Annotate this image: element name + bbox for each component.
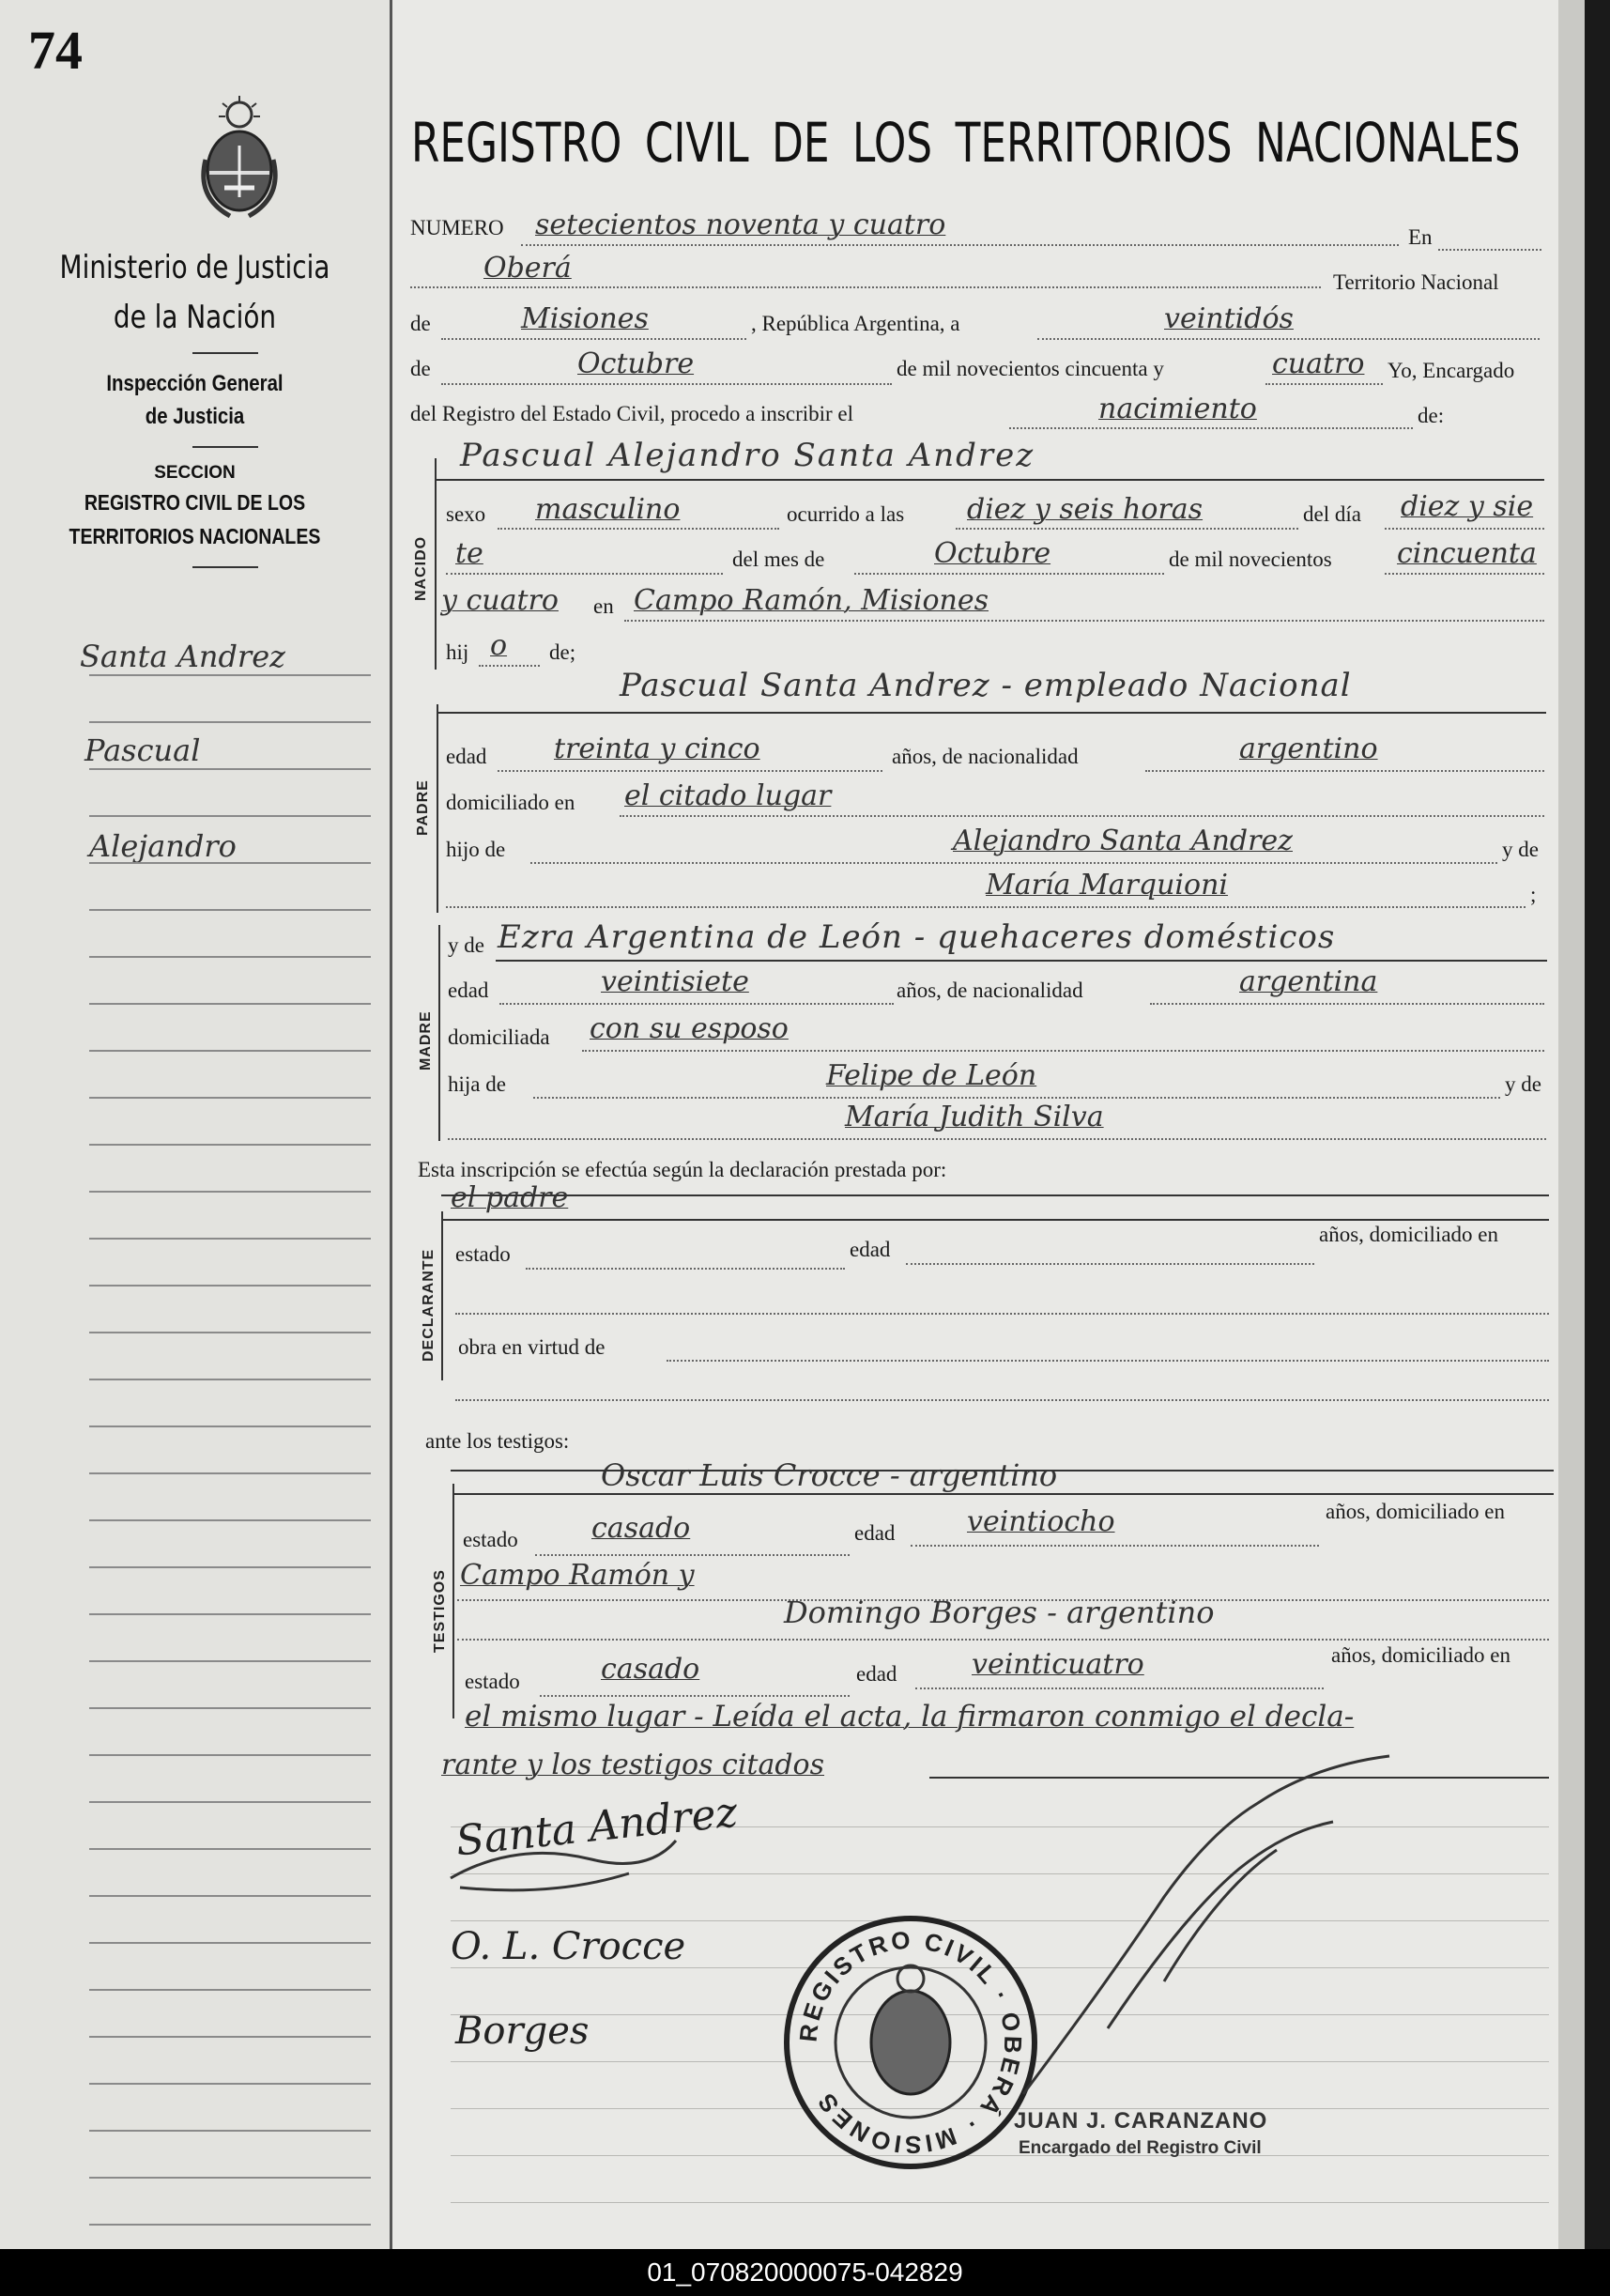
hijo-de-label: de; (549, 640, 576, 664)
sexo-label: sexo (446, 502, 486, 526)
act-value: nacimiento (1098, 393, 1257, 425)
hijo-label: hij (446, 640, 469, 664)
madre-domicilio-value: con su esposo (590, 1012, 789, 1045)
hijo-value: o (490, 629, 508, 662)
month-value: Octubre (577, 347, 695, 380)
sidebar-middle-name: Alejandro (89, 828, 237, 864)
obra-label: obra en virtud de (458, 1335, 606, 1359)
numero-value: setecientos noventa y cuatro (535, 208, 946, 241)
anio-value-2: y cuatro (441, 584, 559, 617)
en-label: En (1408, 225, 1433, 249)
declaracion-intro: Esta inscripción se efectúa según la declaración prestada por: (418, 1158, 947, 1181)
testigo2-edad-value: veinticuatro (972, 1648, 1144, 1681)
madre-mother-value: María Judith Silva (845, 1101, 1104, 1133)
padre-y-de: y de (1502, 838, 1539, 861)
testigo2-estado-label: estado (465, 1670, 520, 1693)
declarante-edad-label: edad (850, 1238, 891, 1261)
footer-code: 01_070820000075-042829 (0, 2249, 1610, 2296)
officer-name: JUAN J. CARANZANO (1014, 2108, 1268, 2134)
place-value: Oberá (483, 252, 572, 285)
sidebar-first-name: Pascual (84, 732, 201, 768)
territorio-label: Territorio Nacional (1333, 270, 1499, 294)
mes-label: del mes de (732, 547, 825, 571)
madre-side-label: MADRE (418, 1010, 434, 1071)
divider (192, 352, 258, 354)
ocurrido-label: ocurrido a las (787, 502, 905, 526)
closing-line-2: rante y los testigos citados (441, 1749, 825, 1781)
signature-testigo-2: Borges (455, 2010, 590, 2053)
testigo1-edad-label: edad (854, 1521, 896, 1545)
madre-nacionalidad-value: argentina (1239, 965, 1378, 998)
padre-semicolon: ; (1530, 883, 1537, 906)
madre-edad-value: veintisiete (601, 965, 749, 998)
padre-domicilio-label: domiciliado en (446, 791, 575, 814)
madre-edad-label: edad (448, 978, 489, 1002)
officer-title: Encargado del Registro Civil (1019, 2138, 1262, 2158)
inspection-line-2: de Justicia (145, 404, 245, 429)
numero-label: NUMERO (410, 216, 504, 239)
madre-y-de: y de (1505, 1072, 1541, 1096)
testigo1-edad-value: veintiocho (967, 1505, 1115, 1538)
lugar-value: Campo Ramón, Misiones (634, 584, 989, 617)
padre-father-value: Alejandro Santa Andrez (953, 824, 1293, 857)
testigo1-name: Oscar Luis Crocce - argentino (601, 1457, 1058, 1493)
padre-name: Pascual Santa Andrez - empleado Nacional (620, 667, 1352, 704)
declarante-estado-label: estado (455, 1242, 511, 1266)
encargado-text: Yo, Encargado (1388, 359, 1515, 382)
padre-edad-value: treinta y cinco (554, 732, 760, 765)
sexo-value: masculino (535, 493, 681, 526)
de-colon: de: (1418, 404, 1445, 427)
madre-anios-label: años, de nacionalidad (897, 978, 1083, 1002)
declarante-anios-dom-label: años, domiciliado en (1319, 1223, 1498, 1246)
testigo1-estado-value: casado (591, 1512, 691, 1545)
testigo1-dom-value: Campo Ramón y (460, 1559, 695, 1592)
de-label: de (410, 312, 431, 335)
registro-text: del Registro del Estado Civil, procedo a inscribir el (410, 402, 854, 425)
divider (192, 566, 258, 568)
padre-domicilio-value: el citado lugar (624, 779, 832, 812)
madre-father-value: Felipe de León (826, 1059, 1037, 1092)
madre-y-de-label: y de (448, 933, 484, 957)
page-number: 74 (28, 20, 83, 81)
section-label: SECCION (154, 463, 236, 483)
testigo1-anios-dom-label: años, domiciliado en (1326, 1500, 1505, 1523)
year-text: de mil novecientos cincuenta y (897, 357, 1164, 380)
anio-value-1: cincuenta (1397, 537, 1537, 570)
padre-hijo-de-label: hijo de (446, 838, 506, 861)
closing-line-1: el mismo lugar - Leída el acta, la firmaron conmigo el decla- (465, 1700, 1355, 1734)
signature-testigo-1: O. L. Crocce (451, 1925, 686, 1968)
signature-declarante: Santa Andrez (453, 1788, 740, 1866)
svg-text:REGISTRO CIVIL · OBERÁ · MISIO: REGISTRO CIVIL · OBERÁ · MISIONES (793, 1925, 1028, 2160)
divider (192, 446, 258, 448)
document-title: REGISTRO CIVIL DE LOS TERRITORIOS NACIONALES (411, 111, 1521, 175)
ministry-line-1: Ministerio de Justicia (59, 249, 330, 286)
dia-value-2: te (455, 537, 483, 570)
testigo1-estado-label: estado (463, 1528, 518, 1551)
testigo2-name: Domingo Borges - argentino (784, 1595, 1215, 1630)
testigos-side-label: TESTIGOS (432, 1569, 448, 1653)
dia-value-1: diez y sie (1401, 490, 1534, 523)
padre-edad-label: edad (446, 745, 487, 768)
nacido-side-label: NACIDO (413, 535, 429, 601)
en-label: en (593, 594, 614, 618)
madre-name: Ezra Argentina de León - quehaceres domésticos (498, 918, 1336, 956)
testigo2-edad-label: edad (856, 1662, 897, 1686)
year-value: cuatro (1272, 347, 1365, 380)
territory-value: Misiones (521, 302, 649, 335)
de-label: de (410, 357, 431, 380)
sidebar-surname: Santa Andrez (80, 639, 286, 674)
padre-side-label: PADRE (415, 779, 431, 836)
day-value: veintidós (1164, 302, 1294, 335)
declarante-value: el padre (451, 1181, 569, 1214)
section-line-1: REGISTRO CIVIL DE LOS (84, 490, 306, 515)
hora-value: diez y seis horas (967, 493, 1204, 526)
nacido-name: Pascual Alejandro Santa Andrez (460, 437, 1035, 474)
left-margin-column (0, 0, 392, 2249)
ministry-line-2: de la Nación (113, 299, 277, 336)
madre-domicilio-label: domiciliada (448, 1025, 550, 1049)
officer-signature-icon (995, 1747, 1427, 2103)
republica-label: , República Argentina, a (751, 312, 960, 335)
padre-mother-value: María Marquioni (986, 869, 1229, 901)
mil-label: de mil novecientos (1169, 547, 1332, 571)
padre-nacionalidad-value: argentino (1239, 732, 1378, 765)
section-line-2: TERRITORIOS NACIONALES (69, 524, 321, 548)
testigos-intro: ante los testigos: (425, 1429, 570, 1453)
testigo2-estado-value: casado (601, 1653, 700, 1686)
mes-value: Octubre (934, 537, 1051, 570)
padre-anios-label: años, de nacionalidad (892, 745, 1079, 768)
declarante-side-label: DECLARANTE (421, 1248, 437, 1362)
signature-flourish-icon (441, 1822, 685, 1897)
page-edge (1558, 0, 1585, 2249)
testigo2-anios-dom-label: años, domiciliado en (1331, 1643, 1510, 1667)
coat-of-arms-icon (192, 94, 286, 225)
inspection-line-1: Inspección General (106, 371, 284, 396)
dia-label: del día (1303, 502, 1361, 526)
madre-hija-de-label: hija de (448, 1072, 506, 1096)
